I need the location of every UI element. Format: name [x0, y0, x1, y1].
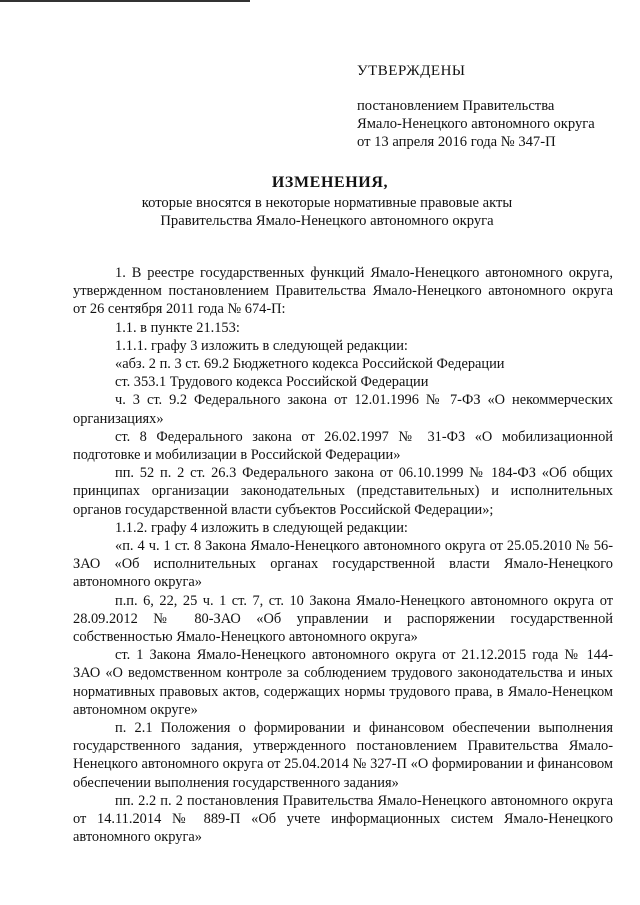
- document-subtitle-line-2: Правительства Ямало-Ненецкого автономного округа: [160, 213, 494, 229]
- paragraph-information-systems-decree: пп. 2.2 п. 2 постановления Правительства Ямало-Ненецкого автономного округа от 14.11.2014 № 889-П «Об учете информационных систем Ямало-Ненецкого автономного округа»: [73, 792, 613, 846]
- paragraph-executive-bodies-law: «п. 4 ч. 1 ст. 8 Закона Ямало-Ненецкого автономного округа от 25.05.2010 № 56-ЗАО «Об исполнительных органах государственной власти Ямало-Ненецкого автономного округа»: [73, 538, 613, 591]
- approval-line-decree: постановлением Правительства: [357, 98, 555, 114]
- approval-heading: УТВЕРЖДЕНЫ: [357, 63, 466, 79]
- paragraph-1-1: 1.1. в пункте 21.153:: [115, 319, 240, 336]
- document-subtitle-line-1: которые вносятся в некоторые нормативные правовые акты: [141, 195, 513, 211]
- document-title: ИЗМЕНЕНИЯ,: [271, 174, 389, 191]
- paragraph-budget-code: «абз. 2 п. 3 ст. 69.2 Бюджетного кодекса Российской Федерации: [115, 356, 505, 373]
- paragraph-labor-control-law: ст. 1 Закона Ямало-Ненецкого автономного округа от 21.12.2015 года № 144-ЗАО «О ведомственном контроле за соблюдением трудового законодательства и иных нормативных правовых актов, содержащих нормы трудового права, в Ямало-Ненецком автономном округе»: [73, 647, 613, 718]
- approval-line-government: Ямало-Ненецкого автономного округа: [357, 116, 595, 132]
- paragraph-1-1-1: 1.1.1. графу 3 изложить в следующей редакции:: [115, 337, 408, 354]
- paragraph-1-1-2: 1.1.2. графу 4 изложить в следующей редакции:: [115, 519, 408, 536]
- paragraph-mobilization-law: ст. 8 Федерального закона от 26.02.1997 № 31-ФЗ «О мобилизационной подготовке и мобилизации в Российской Федерации»: [73, 428, 613, 464]
- document-title-block: [0, 172, 640, 230]
- document-body: [73, 264, 613, 847]
- paragraph-state-task-regulation: п. 2.1 Положения о формировании и финансовом обеспечении выполнения государственного задания, утвержденного постановлением Правительства Ямало-Ненецкого автономного округа от 25.04.2014 № 327-П «О формировании и финансовом обеспечении выполнения государственного задания»: [73, 720, 613, 791]
- paragraph-labor-code: ст. 353.1 Трудового кодекса Российской Федерации: [115, 374, 429, 391]
- paragraph-general-principles-law: пп. 52 п. 2 ст. 26.3 Федерального закона от 06.10.1999 № 184-ФЗ «Об общих принципах организации законодательных (представительных) и исполнительных органов государственной власти субъектов Российской Федерации»;: [73, 465, 613, 518]
- paragraph-property-law: п.п. 6, 22, 25 ч. 1 ст. 7, ст. 10 Закона Ямало-Ненецкого автономного округа от 28.09.2012 № 80-ЗАО «Об управлении и распоряжении государственной собственностью Ямало-Ненецкого автономного округа»: [73, 592, 613, 646]
- approval-line-date: от 13 апреля 2016 года № 347-П: [357, 134, 556, 150]
- paragraph-nonprofit-law: ч. 3 ст. 9.2 Федерального закона от 12.01.1996 № 7-ФЗ «О некоммерческих организациях»: [73, 392, 613, 427]
- top-rule: [0, 0, 250, 2]
- approval-block: [357, 62, 627, 151]
- paragraph-1: 1. В реестре государственных функций Ямало-Ненецкого автономного округа, утвержденном постановлением Правительства Ямало-Ненецкого автономного округа от 26 сентября 2011 года № 674-П:: [73, 265, 613, 318]
